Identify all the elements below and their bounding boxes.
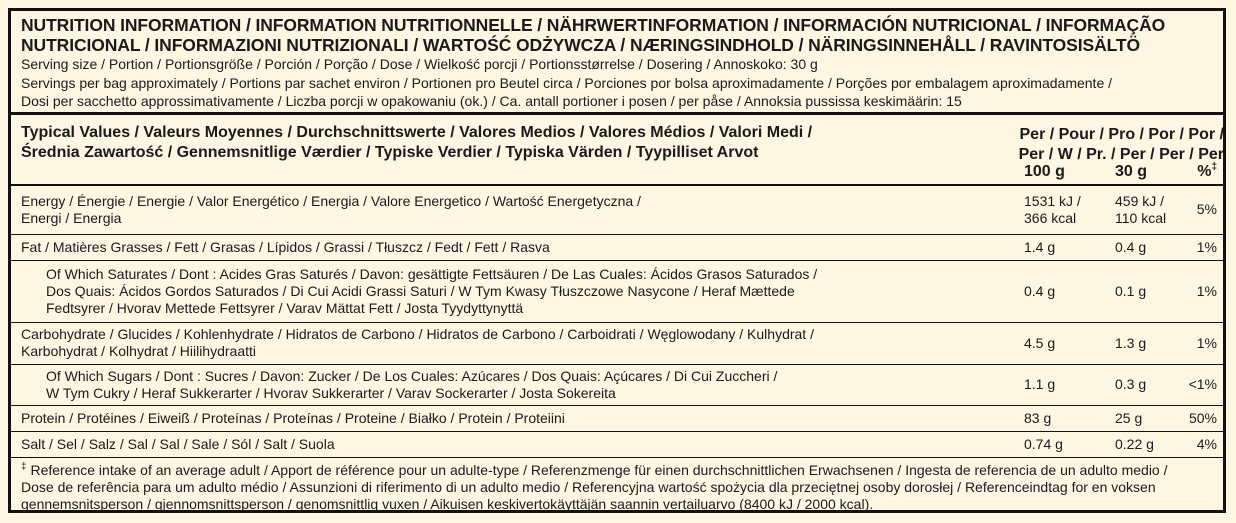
per-header-line-1: Per / Pour / Pro / Por / Por / bbox=[1019, 126, 1224, 143]
row-label bbox=[11, 322, 1016, 364]
nutrition-table-wrap bbox=[11, 115, 1223, 458]
row-label-line: Fedtsyrer / Hvorav Mettede Fettsyrer / Varav Mättat Fett / Josta Tyydyttynyttä bbox=[46, 299, 524, 316]
value-per-30g: 0.4 g bbox=[1108, 234, 1188, 260]
value-pct: 5% bbox=[1188, 185, 1223, 234]
value-pct: 1% bbox=[1188, 322, 1223, 364]
value-line: 110 kcal bbox=[1115, 209, 1167, 226]
col-30g-header: 30 g bbox=[1108, 115, 1188, 185]
row-label: Salt / Sel / Salz / Sal / Sal / Sale / Sól / Salt / Suola bbox=[11, 431, 1016, 457]
value-per-30g: 1.3 g bbox=[1108, 322, 1188, 364]
table-row bbox=[11, 405, 1223, 431]
row-label bbox=[11, 185, 1016, 234]
value-pct: 4% bbox=[1188, 431, 1223, 457]
footnote-text: Reference intake of an average adult / Apport de référence pour un adulte-type / Referenzmenge für einen durchschnittlichen Erwachsenen / Ingesta de referencia de un adulto medio / bbox=[26, 461, 1168, 478]
row-label: Fat / Matières Grasses / Fett / Grasas / Lípidos / Grassi / Tłuszcz / Fedt / Fett / Rasva bbox=[11, 234, 1016, 260]
servings-per-bag-1: Servings per bag approximately / Portions par sachet environ / Portionen pro Beutel circa / Porciones por bolsa aproximadamente / Porções por embalagem aproximadamente / bbox=[21, 74, 1113, 91]
value-per-100g: 1.4 g bbox=[1016, 234, 1108, 260]
row-label-line: W Tym Cukry / Heraf Sukkerarter / Hvorav Sukkerarter / Varav Sockerarter / Josta Sokereita bbox=[46, 384, 616, 401]
row-label-line: Of Which Sugars / Dont : Sucres / Davon: Zucker / De Los Cuales: Azúcares / Dos Quais: Açúcares / Di Cui Zuccheri / bbox=[46, 367, 778, 384]
value-pct: <1% bbox=[1188, 364, 1223, 405]
value-per-30g bbox=[1108, 185, 1188, 234]
value-per-30g: 0.1 g bbox=[1108, 260, 1188, 322]
row-label-line: Energi / Energia bbox=[21, 209, 122, 226]
table-row bbox=[11, 322, 1223, 364]
nutrition-label bbox=[8, 8, 1226, 513]
row-label-line: Of Which Saturates / Dont : Acides Gras Saturés / Davon: gesättigte Fettsäuren / De Las Cuales: Ácidos Grasos Saturados / bbox=[46, 265, 818, 282]
value-line: 1531 kJ / bbox=[1024, 192, 1081, 209]
row-label-line: Dos Quais: Ácidos Gordos Saturados / Di Cui Acidi Grassi Saturi / W Tym Kwasy Tłuszczowe Nasycone / Heraf Mættede bbox=[46, 282, 795, 299]
value-per-100g: 83 g bbox=[1016, 405, 1108, 431]
footnote-line-3: gennemsnitsperson / gjennomsnittsperson / genomsnittlig vuxen / Aikuisen keskivertokäyttäjän saannin vertailuarvo (8400 kJ / 2000 kcal). bbox=[21, 495, 874, 512]
typical-values-header bbox=[11, 115, 1016, 185]
table-row bbox=[11, 260, 1223, 322]
per-header bbox=[1016, 125, 1224, 165]
table-row bbox=[11, 185, 1223, 234]
pct-mark: ‡ bbox=[1211, 161, 1217, 173]
row-label-line: Energy / Énergie / Energie / Valor Energético / Energia / Valore Energetico / Wartość Energetyczna / bbox=[21, 192, 641, 209]
pct-label: % bbox=[1197, 163, 1212, 180]
per-header-line-2: Per / W / Pr. / Per / Per / Per bbox=[1018, 146, 1224, 163]
value-per-30g: 0.22 g bbox=[1108, 431, 1188, 457]
value-line: 459 kJ / bbox=[1115, 192, 1165, 209]
value-per-30g: 0.3 g bbox=[1108, 364, 1188, 405]
value-per-100g bbox=[1016, 185, 1108, 234]
table-row bbox=[11, 431, 1223, 457]
value-pct: 1% bbox=[1188, 260, 1223, 322]
value-per-30g: 25 g bbox=[1108, 405, 1188, 431]
value-per-100g: 0.4 g bbox=[1016, 260, 1108, 322]
label-header bbox=[11, 11, 1223, 115]
footnote-mark: ‡ bbox=[21, 460, 27, 472]
value-line: 366 kcal bbox=[1024, 209, 1077, 226]
nutrition-table bbox=[11, 115, 1223, 458]
title-line-2: NUTRICIONAL / INFORMAZIONI NUTRIZIONALI / WARTOŚĆ ODŻYWCZA / NÆRINGSINDHOLD / NÄRINGSINNEHÅLL / RAVINTOSISÄLTÖ bbox=[21, 35, 1141, 55]
row-label bbox=[11, 364, 1016, 405]
value-per-100g: 0.74 g bbox=[1016, 431, 1108, 457]
row-label-line: Karbohydrat / Kolhydrat / Hiilihydraatti bbox=[21, 343, 256, 359]
value-pct: 50% bbox=[1188, 405, 1223, 431]
table-row bbox=[11, 234, 1223, 260]
footnote bbox=[11, 458, 1223, 513]
serving-size: Serving size / Portion / Portionsgröße / Porción / Porção / Dose / Wielkość porcji / Portionsstørrelse / Dosering / Annoskoko: 30 g bbox=[21, 56, 818, 72]
row-label-line: Carbohydrate / Glucides / Kohlenhydrate / Hidratos de Carbono / Hidratos de Carbono / Carboidrati / Węglowodany / Kulhydrat / bbox=[21, 326, 814, 342]
title-line-1: NUTRITION INFORMATION / INFORMATION NUTRITIONNELLE / NÄHRWERTINFORMATION / INFORMACIÓN NUTRICIONAL / INFORMAÇÃO bbox=[21, 15, 1166, 35]
footnote-line-2: Dose de referência para um adulto médio / Assunzioni di riferimento di un adulto medio / Referencyjna wartość spożycia dla przeciętnej osoby dorosłej / Referenceindtag for en voksen bbox=[21, 478, 1156, 495]
servings-per-bag-2: Dosi per sacchetto approssimativamente / Liczba porcji w opakowaniu (ok.) / Ca. antall portioner i posen / per påse / Annoksia pussissa keskimäärin: 15 bbox=[21, 93, 962, 109]
footnote-line-1 bbox=[21, 462, 1215, 479]
typical-values-line-1: Typical Values / Valeurs Moyennes / Durchschnittswerte / Valores Medios / Valores Médios / Valori Medi / bbox=[21, 124, 813, 141]
typical-values-line-2: Średnia Zawartość / Gennemsnitlige Værdier / Typiske Verdier / Typiska Värden / Tyypilliset Arvot bbox=[21, 144, 759, 161]
row-label bbox=[11, 260, 1016, 322]
row-label: Protein / Protéines / Eiweiß / Proteínas / Proteínas / Proteine / Białko / Protein / Proteiini bbox=[11, 405, 1016, 431]
value-pct: 1% bbox=[1188, 234, 1223, 260]
value-per-100g: 4.5 g bbox=[1016, 322, 1108, 364]
value-per-100g: 1.1 g bbox=[1016, 364, 1108, 405]
col-100g-header: 100 g bbox=[1016, 115, 1108, 185]
table-row bbox=[11, 364, 1223, 405]
